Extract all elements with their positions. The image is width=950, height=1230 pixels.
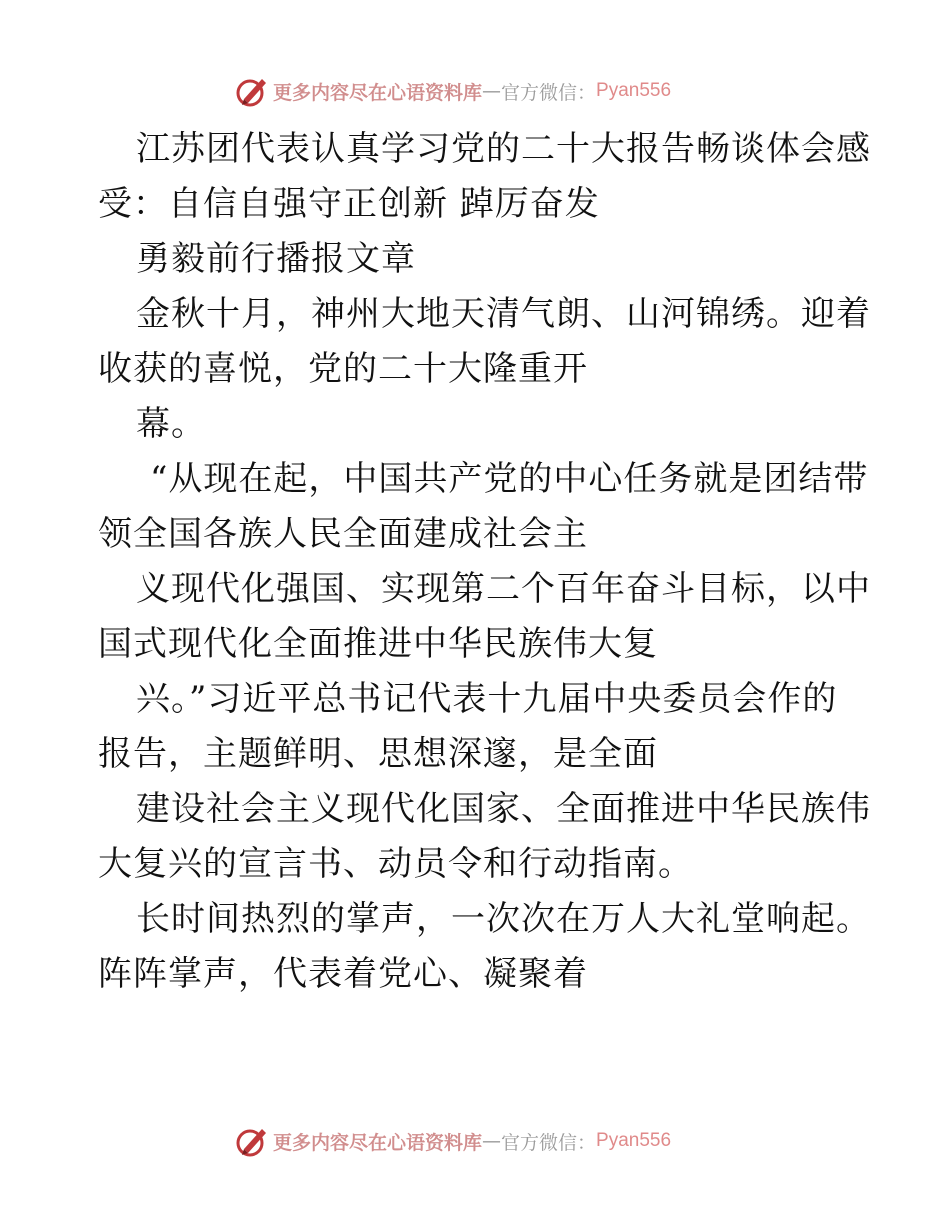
footer-watermark: [235, 1124, 671, 1158]
text-line: 长时间热烈的掌声，一次次在万人大礼堂响起。: [136, 899, 871, 939]
text-line: 领全国各族人民全面建成社会主: [98, 514, 588, 554]
text-line: 建设社会主义现代化国家、全面推进中华民族伟: [136, 789, 871, 829]
text-line: 义现代化强国、实现第二个百年奋斗目标，以中: [136, 569, 871, 609]
text-line: 兴。”习近平总书记代表十九届中央委员会作的: [136, 679, 838, 719]
watermark-brand: 更多内容尽在心语资料库: [273, 81, 483, 104]
text-line: 勇毅前行播报文章: [136, 239, 416, 279]
text-line: 幕。: [136, 404, 206, 444]
watermark-separator: —: [482, 1130, 502, 1152]
text-line: 金秋十月，神州大地天清气朗、山河锦绣。迎着: [136, 294, 871, 334]
pen-logo-icon: [235, 74, 269, 108]
text-line: 收获的喜悦，党的二十大隆重开: [98, 349, 588, 389]
text-line: 国式现代化全面推进中华民族伟大复: [98, 624, 658, 664]
watermark-brand: 更多内容尽在心语资料库: [273, 1131, 483, 1154]
document-body: [98, 122, 871, 1002]
header-watermark: [235, 74, 671, 108]
watermark-wechat-id: Pyan556: [596, 1130, 672, 1151]
watermark-official: 官方微信：: [501, 1131, 597, 1154]
text-line: 受：自信自强守正创新 踔厉奋发: [98, 184, 600, 224]
watermark-separator: —: [482, 80, 502, 102]
text-line: “从现在起，中国共产党的中心任务就是团结带: [150, 459, 869, 499]
watermark-wechat-id: Pyan556: [596, 80, 672, 101]
text-line: 江苏团代表认真学习党的二十大报告畅谈体会感: [136, 129, 871, 169]
text-line: 大复兴的宣言书、动员令和行动指南。: [98, 844, 693, 884]
watermark-official: 官方微信：: [501, 81, 597, 104]
text-line: 阵阵掌声，代表着党心、凝聚着: [98, 954, 588, 994]
text-line: 报告，主题鲜明、思想深邃，是全面: [98, 734, 658, 774]
pen-logo-icon: [235, 1124, 269, 1158]
